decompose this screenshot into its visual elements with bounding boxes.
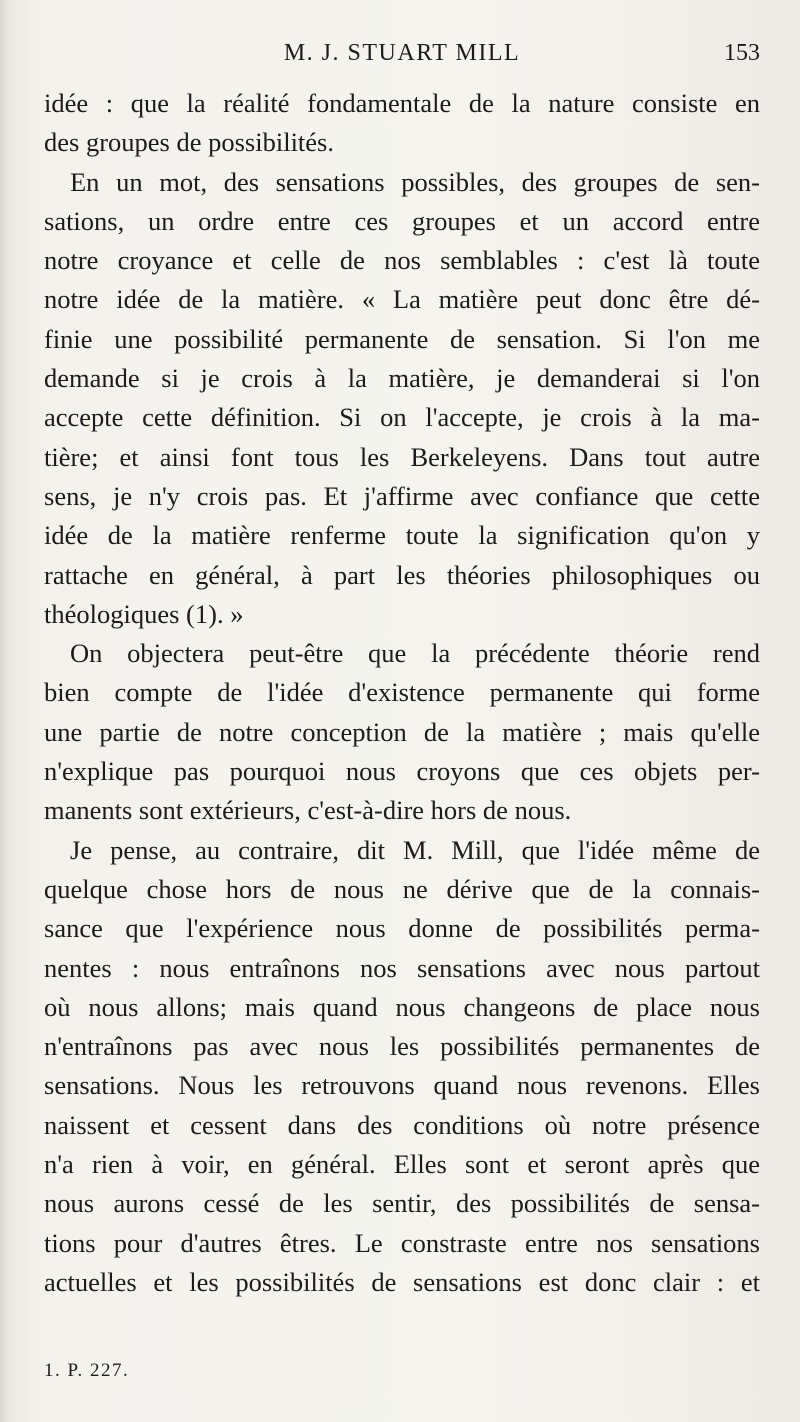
- text-line: où nous allons; mais quand nous changeons de place nous: [44, 991, 760, 1022]
- text-line: tière; et ainsi font tous les Berkeleyens. Dans tout autre: [44, 441, 760, 472]
- footnote-area: [44, 1360, 760, 1382]
- page-number: 153: [724, 40, 760, 66]
- text-line: sensations. Nous les retrouvons quand nous revenons. Elles: [44, 1070, 760, 1101]
- text-line: demande si je crois à la matière, je demanderai si l'on: [44, 363, 760, 394]
- text-line: naissent et cessent dans des conditions où notre présence: [44, 1109, 760, 1140]
- text-line: accepte cette définition. Si on l'accepte, je crois à la ma-: [44, 402, 760, 433]
- text-line: idée de la matière renferme toute la signification qu'on y: [44, 520, 760, 551]
- text-line: En un mot, des sensations possibles, des groupes de sen-: [70, 166, 760, 197]
- text-line: une partie de notre conception de la matière ; mais qu'elle: [44, 716, 760, 747]
- text-line: rattache en général, à part les théories philosophiques ou: [44, 559, 760, 590]
- text-line: notre croyance et celle de nos semblables : c'est là toute: [44, 245, 760, 276]
- page-header: [44, 40, 760, 74]
- footnote: 1. P. 227.: [44, 1360, 130, 1381]
- text-line: sens, je n'y crois pas. Et j'affirme avec confiance que cette: [44, 480, 760, 511]
- text-line: nous aurons cessé de les sentir, des possibilités de sensa-: [44, 1188, 760, 1219]
- text-line: quelque chose hors de nous ne dérive que de la connais-: [44, 873, 760, 904]
- text-line: sations, un ordre entre ces groupes et un accord entre: [44, 205, 760, 236]
- page-gutter-shadow: [0, 0, 10, 1422]
- text-line: Je pense, au contraire, dit M. Mill, que l'idée même de: [70, 834, 760, 865]
- text-line: n'a rien à voir, en général. Elles sont et seront après que: [44, 1149, 760, 1180]
- text-line: bien compte de l'idée d'existence permanente qui forme: [44, 677, 760, 708]
- text-line: finie une possibilité permanente de sensation. Si l'on me: [44, 323, 760, 354]
- text-line: nentes : nous entraînons nos sensations avec nous partout: [44, 952, 760, 983]
- text-line: des groupes de possibilités.: [44, 127, 334, 158]
- text-line: n'entraînons pas avec nous les possibilités permanentes de: [44, 1031, 760, 1062]
- text-line: n'explique pas pourquoi nous croyons que ces objets per-: [44, 756, 760, 787]
- text-line: théologiques (1). »: [44, 598, 244, 629]
- text-line: tions pour d'autres êtres. Le constraste entre nos sensations: [44, 1227, 760, 1258]
- body-text: [44, 84, 760, 1302]
- text-line: sance que l'expérience nous donne de possibilités perma-: [44, 913, 760, 944]
- text-line: actuelles et les possibilités de sensations est donc clair : et: [44, 1266, 760, 1297]
- text-line: manents sont extérieurs, c'est-à-dire hors de nous.: [44, 795, 572, 826]
- text-line: notre idée de la matière. « La matière peut donc être dé-: [44, 284, 760, 315]
- running-title: M. J. STUART MILL: [283, 40, 521, 66]
- text-line: On objectera peut-être que la précédente théorie rend: [70, 638, 760, 669]
- text-line: idée : que la réalité fondamentale de la nature consiste en: [44, 88, 760, 118]
